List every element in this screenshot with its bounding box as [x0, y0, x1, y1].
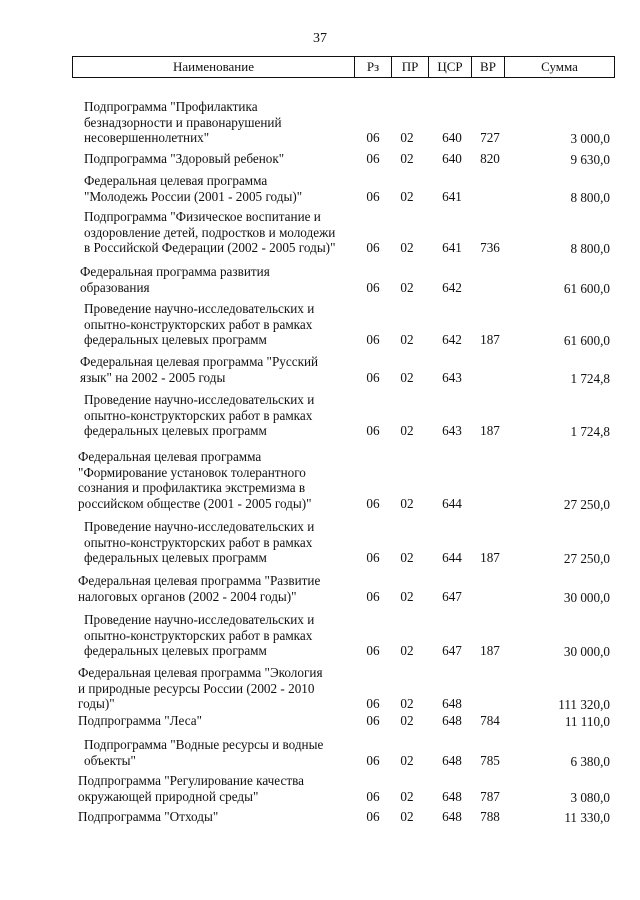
cell-sum: 1 724,8 [570, 424, 610, 439]
cell-rz: 06 [366, 332, 380, 347]
cell-csr: 641 [442, 240, 462, 255]
cell-pr: 02 [400, 240, 414, 255]
cell-pr: 02 [400, 495, 414, 511]
row-name-line: "Формирование установок толерантного [78, 464, 306, 480]
cell-sum: 9 630,0 [570, 152, 610, 167]
cell-csr: 647 [442, 643, 462, 658]
cell-pr: 02 [400, 423, 414, 438]
cell-sum: 8 800,0 [570, 189, 610, 205]
row-name-line: Подпрограмма "Регулирование качества [78, 773, 304, 788]
cell-pr: 02 [400, 332, 414, 347]
row-name-line: Подпрограмма "Здоровый ребенок" [84, 151, 285, 166]
cell-pr: 02 [400, 713, 414, 728]
row-name-line: сознания и профилактика экстремизма в [78, 480, 306, 495]
row-name-line: Подпрограмма "Водные ресурсы и водные [84, 737, 324, 752]
cell-sum: 11 330,0 [564, 810, 610, 825]
row-name [78, 573, 350, 604]
row-name [84, 392, 356, 439]
row-name [84, 151, 356, 167]
row-name-line: Федеральная целевая программа "Русский [80, 354, 319, 369]
row-name-line: годы)" [78, 696, 115, 711]
row-name-line: Проведение научно-исследовательских и [84, 612, 315, 627]
cell-csr: 648 [442, 752, 462, 768]
table-header [72, 56, 615, 78]
row-name [78, 809, 350, 825]
cell-sum: 6 380,0 [570, 753, 610, 769]
row-name-line: федеральных целевых программ [84, 332, 267, 347]
cell-pr: 02 [400, 369, 414, 385]
cell-vr: 736 [480, 240, 500, 255]
row-name-line: опытно-конструкторских работ в рамках [84, 627, 313, 643]
cell-vr: 788 [480, 809, 500, 824]
cell-vr: 784 [480, 713, 500, 728]
row-name-line: и природные ресурсы России (2002 - 2010 [78, 680, 315, 696]
row-name-line: опытно-конструкторских работ в рамках [84, 407, 313, 423]
row-name [78, 713, 350, 729]
cell-rz: 06 [366, 151, 380, 166]
cell-pr: 02 [400, 809, 414, 824]
cell-csr: 640 [442, 130, 462, 145]
cell-pr: 02 [400, 752, 414, 768]
cell-sum: 8 800,0 [570, 241, 610, 256]
row-name [80, 354, 352, 385]
header-pr: ПР [391, 57, 428, 77]
row-name-line: объекты" [84, 752, 136, 768]
row-name-line: Подпрограмма "Физическое воспитание и [84, 209, 321, 224]
cell-rz: 06 [366, 713, 380, 728]
row-name-line: безнадзорности и правонарушений [84, 114, 282, 130]
cell-csr: 642 [442, 279, 462, 295]
cell-rz: 06 [366, 809, 380, 824]
cell-pr: 02 [400, 696, 414, 711]
row-name [84, 301, 356, 348]
cell-vr: 187 [480, 550, 500, 565]
row-name-line: окружающей природной среды" [78, 788, 259, 804]
cell-csr: 647 [442, 588, 462, 604]
cell-rz: 06 [366, 788, 380, 804]
header-rz: Рз [354, 57, 391, 77]
cell-sum: 27 250,0 [563, 496, 610, 512]
cell-csr: 644 [442, 550, 462, 565]
cell-csr: 640 [442, 151, 462, 166]
cell-vr: 187 [480, 332, 500, 347]
row-name-line: Федеральная целевая программа "Развитие [78, 573, 321, 588]
cell-rz: 06 [366, 495, 380, 511]
cell-pr: 02 [400, 643, 414, 658]
row-name [84, 737, 356, 768]
cell-csr: 648 [442, 788, 462, 804]
row-name-line: Подпрограмма "Леса" [78, 713, 202, 728]
cell-vr: 187 [480, 423, 500, 438]
cell-rz: 06 [366, 369, 380, 385]
cell-sum: 3 080,0 [570, 789, 610, 805]
cell-vr: 727 [480, 130, 500, 145]
cell-sum: 1 724,8 [570, 370, 610, 386]
row-name-line: Проведение научно-исследовательских и [84, 392, 315, 407]
cell-pr: 02 [400, 130, 414, 145]
cell-rz: 06 [366, 130, 380, 145]
row-name-line: Федеральная целевая программа [84, 173, 268, 188]
row-name-line: налоговых органов (2002 - 2004 годы)" [78, 588, 297, 604]
row-name-line: федеральных целевых программ [84, 550, 267, 565]
row-name-line: Федеральная целевая программа [78, 449, 262, 464]
cell-rz: 06 [366, 588, 380, 604]
cell-csr: 641 [442, 188, 462, 204]
header-sum: Сумма [504, 57, 614, 77]
row-name-line: опытно-конструкторских работ в рамках [84, 534, 313, 550]
header-csr: ЦСР [428, 57, 471, 77]
cell-csr: 648 [442, 809, 462, 824]
cell-sum: 11 110,0 [564, 714, 610, 729]
cell-sum: 61 600,0 [563, 333, 610, 348]
cell-rz: 06 [366, 696, 380, 711]
cell-vr: 187 [480, 643, 500, 658]
row-name-line: Подпрограмма "Отходы" [78, 809, 219, 824]
cell-vr: 787 [480, 788, 500, 804]
row-name-line: федеральных целевых программ [84, 423, 267, 438]
row-name-line: язык" на 2002 - 2005 годы [80, 369, 226, 385]
row-name-line: Федеральная целевая программа "Экология [78, 665, 323, 680]
cell-sum: 30 000,0 [563, 644, 610, 659]
row-name [78, 773, 350, 804]
cell-rz: 06 [366, 752, 380, 768]
cell-pr: 02 [400, 550, 414, 565]
cell-pr: 02 [400, 588, 414, 604]
cell-pr: 02 [400, 279, 414, 295]
header-vr: ВР [471, 57, 504, 77]
row-name-line: Подпрограмма "Профилактика [84, 99, 258, 114]
cell-sum: 61 600,0 [563, 280, 610, 296]
cell-csr: 644 [442, 495, 462, 511]
cell-rz: 06 [366, 423, 380, 438]
cell-vr: 820 [480, 151, 500, 166]
row-name [80, 264, 352, 295]
row-name [78, 449, 350, 511]
cell-pr: 02 [400, 788, 414, 804]
row-name-line: Проведение научно-исследовательских и [84, 519, 315, 534]
cell-rz: 06 [366, 550, 380, 565]
cell-rz: 06 [366, 240, 380, 255]
cell-rz: 06 [366, 279, 380, 295]
row-name-line: оздоровление детей, подростков и молодежи [84, 224, 336, 240]
row-name [78, 665, 350, 712]
cell-sum: 111 320,0 [558, 697, 610, 712]
cell-csr: 648 [442, 713, 462, 728]
row-name [84, 173, 356, 204]
cell-csr: 642 [442, 332, 462, 347]
cell-csr: 648 [442, 696, 462, 711]
row-name-line: в Российской Федерации (2002 - 2005 годы)" [84, 240, 336, 255]
header-name: Наименование [173, 59, 254, 74]
row-name-line: опытно-конструкторских работ в рамках [84, 316, 313, 332]
row-name-line: федеральных целевых программ [84, 643, 267, 658]
row-name-line: российском обществе (2001 - 2005 годы)" [78, 495, 312, 511]
cell-sum: 30 000,0 [563, 589, 610, 605]
page-number: 37 [313, 31, 327, 46]
row-name-line: образования [80, 279, 150, 295]
row-name-line: несовершеннолетних" [84, 130, 210, 145]
cell-sum: 3 000,0 [570, 131, 610, 146]
row-name [84, 519, 356, 566]
row-name [84, 612, 356, 659]
row-name-line: "Молодежь России (2001 - 2005 годы)" [84, 188, 303, 204]
cell-csr: 643 [442, 369, 462, 385]
cell-csr: 643 [442, 423, 462, 438]
row-name-line: Проведение научно-исследовательских и [84, 301, 315, 316]
row-name [84, 99, 356, 146]
row-name [84, 209, 356, 256]
cell-sum: 27 250,0 [563, 551, 610, 566]
cell-vr: 785 [480, 752, 500, 768]
cell-pr: 02 [400, 151, 414, 166]
cell-pr: 02 [400, 188, 414, 204]
cell-rz: 06 [366, 188, 380, 204]
cell-rz: 06 [366, 643, 380, 658]
row-name-line: Федеральная программа развития [80, 264, 270, 279]
